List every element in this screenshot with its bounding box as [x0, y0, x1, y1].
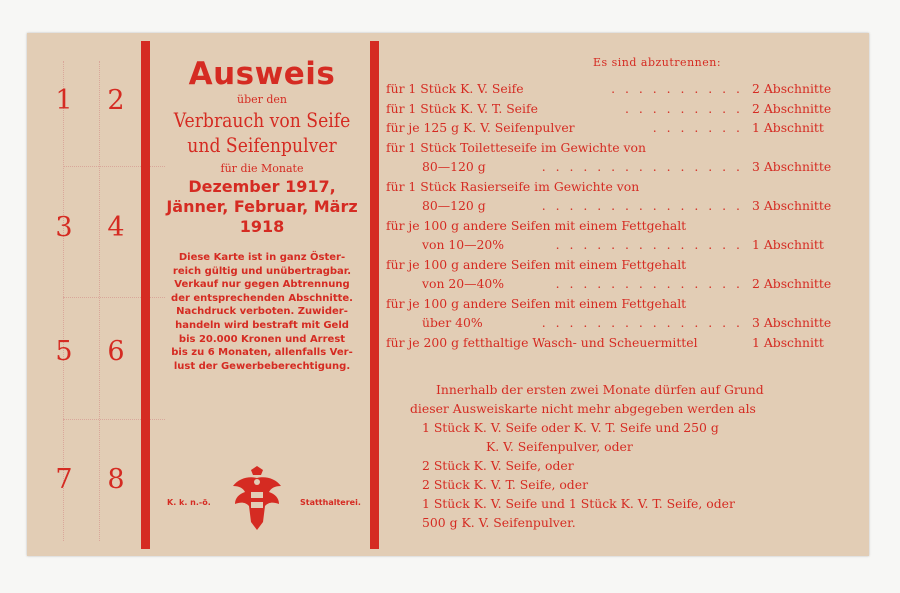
red-bar-right	[370, 41, 379, 549]
for-months: für die Monate	[220, 162, 304, 175]
table-header: Es sind abzutrennen:	[592, 56, 722, 69]
row-label: für je 100 g andere Seifen mit einem Fettgehalt	[386, 217, 687, 233]
row-label: für 1 Stück Toiletteseife im Gewichte von	[386, 139, 646, 155]
row-dots: . . . . . . . . . . . . . . .	[541, 159, 743, 174]
coupon-number: 7	[55, 464, 73, 495]
limit-line: dieser Ausweiskarte nicht mehr abgegeben werden als	[410, 401, 756, 416]
row-label: von 20—40%	[422, 276, 505, 291]
table-row	[386, 274, 848, 294]
coupon-number: 4	[107, 212, 125, 243]
row-label: für je 100 g andere Seifen mit einem Fettgehalt	[386, 256, 687, 272]
coupon-table	[386, 56, 848, 352]
subtitle-over: über den	[236, 93, 288, 106]
table-row	[386, 216, 848, 236]
row-amount: 3 Abschnitte	[752, 198, 832, 213]
table-row	[386, 177, 848, 197]
table-row	[386, 157, 848, 177]
limit-line: 2 Stück K. V. T. Seife, oder	[422, 477, 588, 492]
months-line: 1918	[239, 217, 285, 236]
limit-line: 1 Stück K. V. Seife und 1 Stück K. V. T. Seife, oder	[422, 496, 735, 511]
coupon-number: 8	[107, 464, 125, 495]
row-label: 80—120 g	[422, 198, 486, 213]
issuer-right: Statthalterei.	[300, 498, 361, 507]
row-dots: . . . . . . . . .	[625, 100, 743, 116]
row-amount: 3 Abschnitte	[752, 159, 832, 174]
issuer-footer	[153, 466, 371, 536]
limit-line: 500 g K. V. Seifenpulver.	[422, 515, 576, 530]
table-row	[386, 235, 848, 255]
heading-line: und Seifenpulver	[187, 133, 337, 157]
notice-line: handeln wird bestraft mit Geld	[175, 319, 349, 331]
row-label: für je 100 g andere Seifen mit einem Fettgehalt	[386, 295, 687, 311]
issuer-left: K. k. n.-ö.	[167, 498, 211, 507]
row-label: für 1 Stück K. V. Seife	[386, 81, 524, 96]
heading-line: Verbrauch von Seife	[173, 108, 351, 132]
notice-line: bis 20.000 Kronen und Arrest	[178, 333, 346, 345]
notice-line: Verkauf nur gegen Abtrennung	[174, 279, 350, 291]
red-bar-left	[141, 41, 150, 549]
months-line: Dezember 1917,	[188, 177, 336, 196]
table-row	[386, 294, 848, 314]
coupon-number: 6	[107, 336, 125, 367]
row-amount: 2 Abschnitte	[752, 100, 832, 116]
row-dots: . . . . . . . . . . . . . . .	[541, 315, 743, 330]
table-row	[386, 313, 848, 333]
table-row	[386, 196, 848, 216]
row-amount: 2 Abschnitte	[752, 81, 832, 96]
coupon-number: 5	[55, 336, 73, 367]
row-label: über 40%	[422, 315, 483, 330]
row-amount: 1 Abschnitt	[752, 120, 824, 135]
row-amount: 1 Abschnitt	[752, 237, 824, 252]
notice-line: bis zu 6 Monaten, allenfalls Ver-	[171, 347, 353, 359]
table-row	[386, 138, 848, 158]
table-row	[386, 118, 848, 138]
coupon-number: 2	[107, 85, 125, 116]
notice-line: der entsprechenden Abschnitte.	[171, 292, 353, 304]
legal-notice	[153, 251, 371, 373]
table-row	[386, 99, 848, 119]
table-row	[386, 255, 848, 275]
row-label: von 10—20%	[422, 237, 505, 252]
row-amount: 3 Abschnitte	[752, 315, 832, 330]
notice-line: Nachdruck verboten. Zuwider-	[176, 306, 348, 318]
notice-line: Diese Karte ist in ganz Öster-	[178, 252, 346, 263]
limit-notice	[386, 380, 848, 532]
coat-of-arms-icon	[231, 466, 283, 532]
row-dots: . . . . . . . . . . . . . .	[555, 276, 743, 291]
coupon-number: 3	[55, 212, 73, 243]
row-dots: . . . . . . . . . . . . . . .	[541, 198, 743, 213]
table-row	[386, 79, 848, 99]
limit-line: 2 Stück K. V. Seife, oder	[422, 458, 574, 473]
title-panel	[153, 56, 371, 373]
notice-line: reich gültig und unübertragbar.	[172, 265, 352, 277]
row-label: für 1 Stück Rasierseife im Gewichte von	[386, 178, 640, 194]
row-dots: . . . . . . . . . . . . . .	[555, 237, 743, 252]
table-row	[386, 333, 848, 353]
row-label: für 1 Stück K. V. T. Seife	[386, 100, 538, 116]
row-label: für je 200 g fetthaltige Wasch- und Scheuermittel	[386, 334, 698, 350]
months-line: Jänner, Februar, März	[166, 197, 358, 216]
card-title: Ausweis	[188, 56, 336, 92]
row-label: für je 125 g K. V. Seifenpulver	[386, 120, 575, 135]
row-dots: . . . . . . . . . .	[611, 81, 743, 96]
limit-line: 1 Stück K. V. Seife oder K. V. T. Seife und 250 g	[422, 420, 719, 435]
row-amount: 1 Abschnitt	[752, 334, 824, 350]
limit-line: Innerhalb der ersten zwei Monate dürfen auf Grund	[436, 382, 764, 397]
notice-line: lust der Gewerbeberechtigung.	[173, 360, 351, 372]
row-label: 80—120 g	[422, 159, 486, 174]
coupon-number: 1	[55, 85, 73, 116]
limit-line: K. V. Seifenpulver, oder	[486, 439, 633, 454]
row-amount: 2 Abschnitte	[752, 276, 832, 291]
row-dots: . . . . . . .	[652, 120, 743, 135]
